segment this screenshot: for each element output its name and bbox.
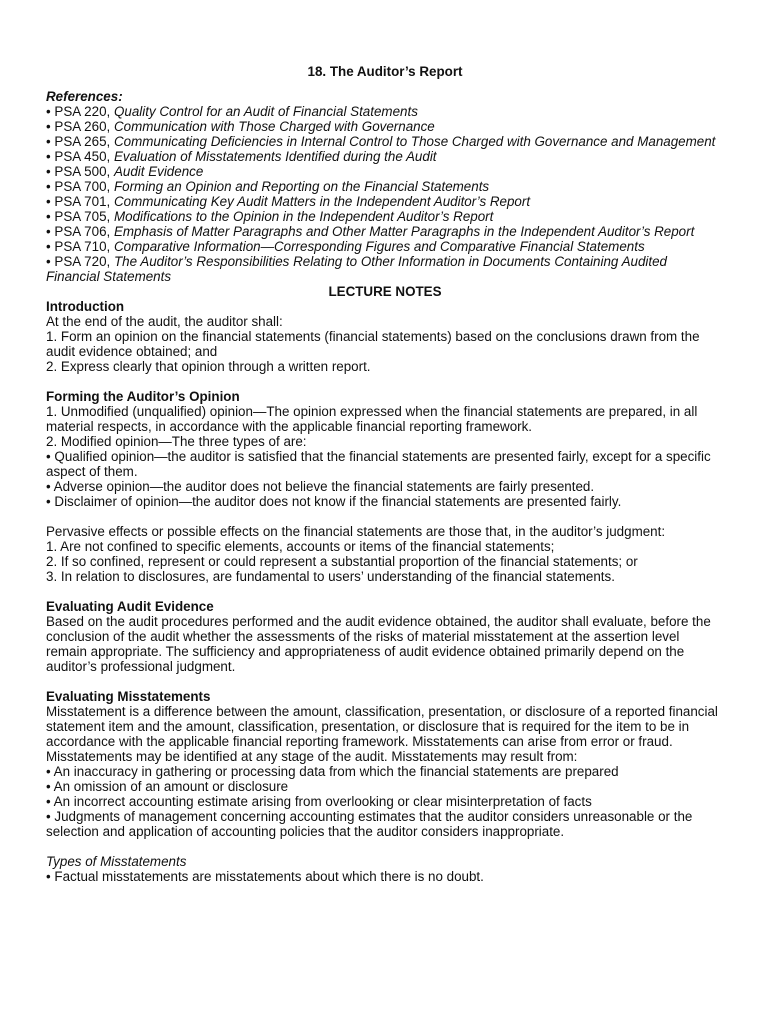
paragraph: Based on the audit procedures performed and the audit evidence obtained, the auditor shall evaluate, before the conclusion of the audit whether the assessments of the risks of material misstatement at the assertion level remain appropriate. The sufficiency and appropriateness of audit evidence obtained primarily depend on the auditor’s professional judgment. (46, 614, 711, 674)
paragraph: • Disclaimer of opinion—the auditor does not know if the financial statements are presented fairly. (46, 494, 622, 509)
paragraph: 1. Form an opinion on the financial statements (financial statements) based on the conclusions drawn from the audit evidence obtained; and (46, 329, 700, 359)
paragraph: • An inaccuracy in gathering or processing data from which the financial statements are prepared (46, 764, 619, 779)
paragraph: • Adverse opinion—the auditor does not believe the financial statements are fairly presented. (46, 479, 595, 494)
reference-item: • PSA 220, Quality Control for an Audit of Financial Statements (46, 104, 418, 119)
reference-item: • PSA 710, Comparative Information—Corresponding Figures and Comparative Financial Statements (46, 239, 645, 254)
paragraph: • Judgments of management concerning accounting estimates that the auditor considers unreasonable or the selection and application of accounting policies that the auditor considers inappropriate. (46, 809, 693, 839)
reference-item: • PSA 701, Communicating Key Audit Matters in the Independent Auditor’s Report (46, 194, 531, 209)
paragraph: • Factual misstatements are misstatements about which there is no doubt. (46, 869, 484, 884)
paragraph: At the end of the audit, the auditor shall: (46, 314, 283, 329)
paragraph: 2. Express clearly that opinion through a written report. (46, 359, 371, 374)
paragraph: 2. If so confined, represent or could represent a substantial proportion of the financial statements; or (46, 554, 638, 569)
paragraph: 3. In relation to disclosures, are fundamental to users’ understanding of the financial statements. (46, 569, 615, 584)
references-heading: References: (46, 89, 123, 104)
references-list (46, 104, 724, 284)
section-heading-forming-opinion: Forming the Auditor’s Opinion (46, 389, 240, 404)
paragraph: 1. Are not confined to specific elements, accounts or items of the financial statements; (46, 539, 555, 554)
paragraph: 1. Unmodified (unqualified) opinion—The opinion expressed when the financial statements are prepared, in all material respects, in accordance with the applicable financial reporting framework. (46, 404, 698, 434)
paragraph: 2. Modified opinion—The three types of are: (46, 434, 307, 449)
paragraph: • An omission of an amount or disclosure (46, 779, 289, 794)
subsection-heading-types: Types of Misstatements (46, 854, 187, 869)
reference-item: • PSA 700, Forming an Opinion and Reporting on the Financial Statements (46, 179, 490, 194)
section-heading-audit-evidence: Evaluating Audit Evidence (46, 599, 214, 614)
reference-item: • PSA 265, Communicating Deficiencies in Internal Control to Those Charged with Governance and Management (46, 134, 716, 149)
section-heading-introduction: Introduction (46, 299, 125, 314)
paragraph: • An incorrect accounting estimate arising from overlooking or clear misinterpretation of facts (46, 794, 592, 809)
section-heading-misstatements: Evaluating Misstatements (46, 689, 211, 704)
reference-item: • PSA 450, Evaluation of Misstatements Identified during the Audit (46, 149, 437, 164)
reference-item: • PSA 500, Audit Evidence (46, 164, 204, 179)
paragraph: • Qualified opinion—the auditor is satisfied that the financial statements are presented fairly, except for a specific aspect of them. (46, 449, 711, 479)
reference-item: • PSA 705, Modifications to the Opinion in the Independent Auditor’s Report (46, 209, 494, 224)
reference-item: • PSA 706, Emphasis of Matter Paragraphs and Other Matter Paragraphs in the Independent Auditor’s Report (46, 224, 695, 239)
paragraph: Pervasive effects or possible effects on the financial statements are those that, in the auditor’s judgment: (46, 524, 666, 539)
paragraph: Misstatement is a difference between the amount, classification, presentation, or disclosure of a reported financial statement item and the amount, classification, presentation, or disclosure that is required for the item to be in accordance with the applicable financial reporting framework. Misstatements can arise from error or fraud. Misstatements may be identified at any stage of the audit. Misstatements may result from: (46, 704, 718, 764)
page-title: 18. The Auditor’s Report (307, 64, 463, 79)
reference-item: • PSA 720, The Auditor’s Responsibilities Relating to Other Information in Documents Containing Audited Financial Statements (46, 254, 667, 284)
reference-item: • PSA 260, Communication with Those Charged with Governance (46, 119, 435, 134)
lecture-notes-heading: LECTURE NOTES (328, 284, 442, 299)
